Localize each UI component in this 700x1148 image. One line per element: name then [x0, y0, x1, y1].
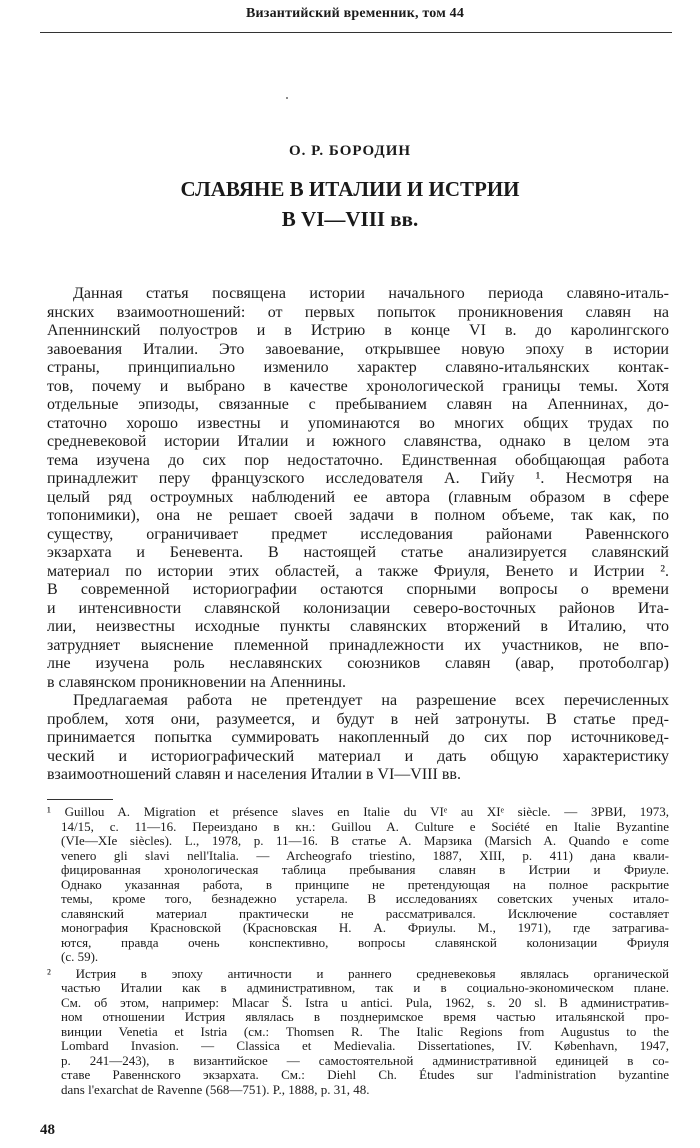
footnote-1-line: (VIe—XIe siècles). L., 1978, p. 11—16. В статье А. Марзика (Marsich A. Quando e come	[61, 834, 669, 848]
page-number: 48	[40, 1122, 55, 1138]
footnote-2-line: Lombard Invasion. — Classica et Medievalia. Dissertationes, IV. København, 1947,	[61, 1039, 669, 1053]
footnote-2-line: dans l'exarchat de Ravenne (568—751). P., 1888, p. 31, 48.	[61, 1082, 370, 1097]
header-divider	[40, 32, 672, 33]
paragraph-2-line: проблем, хотя они, разумеется, и будут в ней затронуты. В статье пред-	[47, 710, 669, 728]
footnote-2-line: ² Истрия в эпоху античности и раннего средневековья являлась органической	[47, 966, 669, 981]
paragraph-2-line: принимается попытка суммировать накопленный до сих пор источниковед-	[47, 729, 669, 746]
paragraph-1-line: лии, неизвестны исходные пункты славянских вторжений в Италию, что	[47, 618, 669, 635]
paragraph-1-line: статочно хорошо известны и упоминаются во многих общих трудах по	[47, 414, 669, 432]
paragraph-1-line: экзархата и Беневента. В настоящей статье анализируется славянский	[47, 544, 669, 561]
paragraph-1-line: существу, ограничивает предмет исследования районами Равеннского	[47, 525, 669, 543]
footnote-2-line: См. об этом, например: Mlacar Š. Istra u antici. Pula, 1962, s. 20 sl. В административ-	[61, 995, 669, 1010]
footnotes	[47, 805, 669, 1097]
paragraph-1-line: Апеннинский полуостров и в Истрию в конце VI в. до каролингского	[47, 322, 669, 339]
paragraph-2-line: взаимоотношений славян и населения Италии в VI—VIII вв.	[47, 766, 461, 783]
footnote-1-line: ¹ Guillou A. Migration et présence slaves en Italie du VIᵉ au XIᵉ siècle. — ЗРВИ, 1973,	[47, 805, 669, 819]
paragraph-1-line: средневековой истории Италии и южного славянства, однако в целом эта	[47, 433, 669, 450]
paragraph-1-line: в славянском проникновении на Апеннины.	[47, 673, 347, 691]
paragraph-2-line: Предлагаемая работа не претендует на разрешение всех перечисленных	[73, 692, 669, 709]
title-line-2: В VI—VIII вв.	[281, 207, 419, 231]
paragraph-1-line: янских взаимоотношений: от первых попыток проникновения славян на	[47, 303, 669, 321]
paragraph-1-line: принадлежит перу французского исследователя А. Гийу ¹. Несмотря на	[47, 470, 669, 487]
footnote-1-line: славянский материал практически не рассматривался. Исключение составляет	[61, 906, 669, 921]
footnote-1-line: темы, кроме того, безнадежно устарела. В исследованиях советских ученых итало-	[61, 892, 669, 906]
article-title	[0, 174, 700, 234]
title-line-1: СЛАВЯНЕ В ИТАЛИИ И ИСТРИИ	[180, 177, 520, 201]
footnote-1-line: venero gli slavi nell'Italia. — Archeografo triestino, 1887, XIII, p. 411) дана квали-	[61, 848, 669, 863]
paragraph-1-line: материал по истории этих областей, а также Фриуля, Венето и Истрии ².	[47, 562, 669, 580]
article-body	[47, 285, 669, 785]
footnote-1-line: (с. 59).	[61, 950, 99, 964]
speck	[286, 97, 288, 99]
footnote-2-line: винции Venetia et Istria (см.: Thomsen R. The Italic Regions from Augustus to the	[61, 1024, 669, 1039]
footnote-2-line: p. 241—243), в византийское — самостоятельной административной единицей в со-	[61, 1053, 669, 1068]
footnote-1-line: Однако указанная работа, в принципе не претендующая на полное раскрытие	[61, 877, 669, 892]
footnote-divider	[47, 799, 113, 800]
footnote-1-line: монография Красновской (Красновская Н. А. Фриулы. М., 1971), где затрагива-	[61, 921, 669, 935]
paragraph-1-line: топонимики), она не решает своей задачи в полном объеме, так как, по	[47, 507, 669, 524]
footnote-2-line: частью Италии как в административном, так и в социально-экономическом плане.	[61, 981, 669, 995]
footnote-1-line: 14/15, с. 11—16. Переиздано в кн.: Guillou A. Culture e Société en Italie Byzantine	[61, 819, 669, 834]
footnote-2-line: ном отношении Истрия являлась в позднеримское время частью итальянской про-	[61, 1010, 669, 1024]
paragraph-1-line: тов, почему и выбрано в качестве хронологической границы темы. Хотя	[47, 377, 669, 395]
article-author: О. Р. БОРОДИН	[288, 143, 412, 159]
paragraph-1-line: лне изучена роль неславянских союзников славян (авар, протоболгар)	[47, 655, 669, 672]
paragraph-2-line: ческий и историографический материал и дать общую характеристику	[47, 747, 669, 765]
footnote-1-line: ются, правда очень конспективно, вопросы славянской колонизации Фриуля	[61, 935, 669, 950]
footnote-2-line: ставе Равеннского экзархата. См.: Diehl Ch. Études sur l'administration byzantine	[61, 1068, 669, 1082]
paragraph-1-line: завоевания Италии. Это завоевание, открывшее новую эпоху в истории	[47, 340, 669, 358]
paragraph-1-line: В современной историографии остаются спорными вопросы о времени	[47, 581, 669, 598]
paragraph-1-line: страны, принципиально изменило характер славяно-итальянских контак-	[47, 359, 669, 376]
running-header: Византийский временник, том 44	[245, 6, 465, 21]
paragraph-1-line: Данная статья посвящена истории начального периода славяно-италь-	[73, 285, 669, 302]
paragraph-1-line: отдельные эпизоды, связанные с пребыванием славян на Апеннинах, до-	[47, 396, 669, 413]
paragraph-1-line: и интенсивности славянской колонизации северо-восточных районов Ита-	[47, 599, 669, 617]
paragraph-1-line: тема изучена до сих пор недостаточно. Единственная обобщающая работа	[47, 451, 669, 469]
paragraph-1-line: целый ряд остроумных наблюдений ее автора (главным образом в сфере	[47, 488, 669, 506]
footnote-1-line: фицированная хронологическая таблица пребывания славян в Истрии и Фриуле.	[61, 863, 669, 877]
paragraph-1-line: затрудняет выяснение племенной принадлежности их участников, не впо-	[47, 636, 669, 654]
